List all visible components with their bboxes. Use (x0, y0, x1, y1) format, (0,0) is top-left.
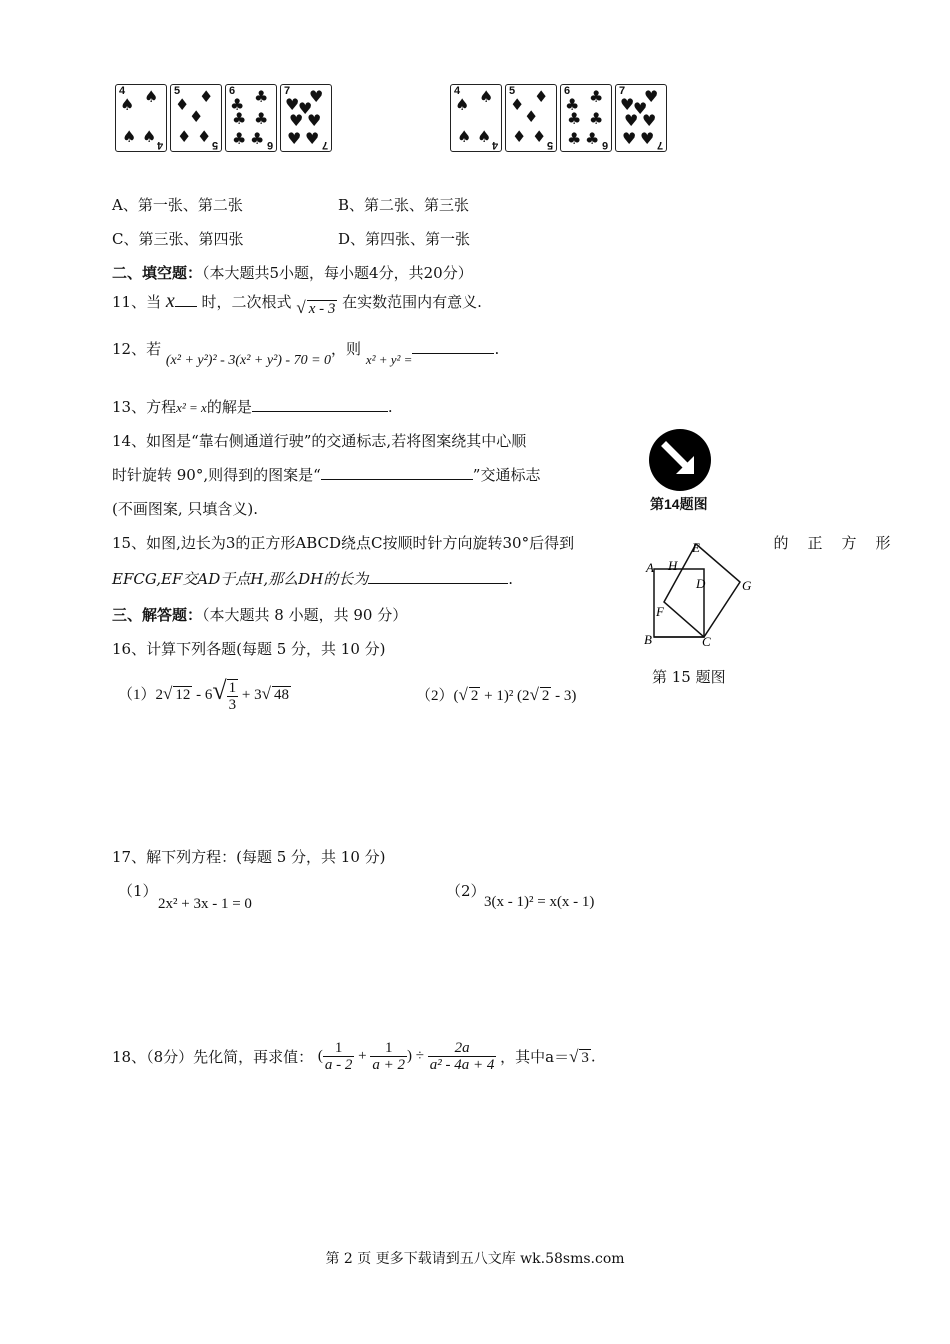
q12-mid: ，则 (331, 340, 362, 358)
q17-part-1-label: （1） (118, 882, 158, 900)
q16-p1-fraction (227, 679, 239, 713)
card-rank: 4 (454, 85, 461, 97)
club-pip: ♣ (254, 109, 269, 128)
club-pip: ♣ (230, 95, 245, 114)
club-pip: ♣ (567, 129, 582, 148)
q16-title: 16、计算下列各题(每题 5 分，共 10 分) (112, 640, 386, 658)
q18-expression: ( $\frac{1}{a - 2}$ + $\frac{1}{a + 2}$ ) ÷ $\frac{2a}{\text{a² - 4a + 4}}$ (317, 1040, 495, 1073)
q18-f2-numerator: 1 (370, 1040, 407, 1057)
section-3-title: 三、解答题： (112, 606, 203, 624)
heart-pip: ♥ (309, 87, 324, 106)
card-rank: 6 (229, 85, 236, 97)
q15-line-2-text: EFCG,EF交AD于点H,那么DH的长为 (112, 570, 369, 588)
spade-pip: ♠ (457, 127, 472, 146)
label-b: B (644, 632, 652, 647)
club-pip: ♣ (589, 109, 604, 128)
q14-line-1: 14、如图是“靠右侧通道行驶”的交通标志,若将图案绕其中心顺 (112, 432, 527, 450)
q11-prefix: 11、当 (112, 293, 162, 311)
radical-sign-icon: √ (529, 685, 539, 704)
spade-pip: ♠ (122, 127, 137, 146)
card-rank: 4 (119, 85, 126, 97)
card-rank: 6 (564, 85, 571, 97)
q12-equation: (x² + y²)² - 3(x² + y²) - 70 = 0 (165, 353, 332, 368)
card-rank: 6 (266, 139, 273, 151)
q16-p2-radicand-1: 2 (470, 688, 479, 704)
label-e: E (692, 540, 700, 555)
q18-mid: ，其中a＝ (500, 1048, 570, 1066)
radical-sign-icon: √ (569, 1046, 579, 1066)
card-rank: 4 (156, 139, 163, 151)
q17-part-1: 2x² + 3x - 1 = 0 (158, 896, 252, 912)
diamond-pip: ♦ (177, 127, 192, 146)
card-rank: 5 (546, 139, 553, 151)
heart-pip: ♥ (642, 111, 657, 130)
q13-answer-blank[interactable] (252, 397, 388, 412)
heart-pip: ♥ (622, 129, 637, 148)
q16-part-2 (416, 684, 576, 705)
heart-pip: ♥ (620, 95, 635, 114)
club-pip: ♣ (232, 109, 247, 128)
spade-pip: ♠ (142, 127, 157, 146)
card-rank: 6 (601, 139, 608, 151)
diamond-pip: ♦ (524, 107, 539, 126)
club-pip: ♣ (585, 129, 600, 148)
q18-f1-numerator: 1 (323, 1040, 355, 1057)
keep-right-sign-icon (648, 428, 712, 492)
diamond-pip: ♦ (175, 95, 190, 114)
q18-prefix: 18、（8分）先化简，再求值： (112, 1048, 314, 1066)
q11-radical (296, 298, 337, 318)
q15-answer-blank[interactable] (368, 569, 508, 584)
label-g: G (742, 578, 752, 593)
club-pip: ♣ (250, 129, 265, 148)
card-rank: 7 (321, 139, 328, 151)
section-2-note: （本大题共5小题，每小题4分，共20分） (202, 264, 473, 282)
heart-pip: ♥ (633, 99, 648, 118)
q12-suffix: . (494, 340, 500, 358)
q15-line-2 (112, 568, 513, 589)
card-left-1 (115, 84, 167, 152)
diamond-pip: ♦ (510, 95, 525, 114)
spade-pip: ♠ (144, 87, 159, 106)
q16-p1-b: - 6 (192, 687, 213, 703)
heart-pip: ♥ (298, 99, 313, 118)
q16-p1-c: + 3 (238, 687, 262, 703)
radical-sign-icon: √ (458, 685, 468, 704)
card-rank: 7 (284, 85, 291, 97)
section-2-title: 二、填空题： (112, 264, 203, 282)
q18-f2-denominator: a + 2 (372, 1057, 406, 1073)
q18-fraction-2 (370, 1040, 407, 1073)
q16-part-2-label: （2） (416, 688, 454, 704)
spade-pip: ♠ (479, 87, 494, 106)
card-rank: 5 (211, 139, 218, 151)
q14-line-3: (不画图案, 只填含义). (112, 500, 259, 518)
heart-pip: ♥ (287, 129, 302, 148)
page-footer: 第 2 页 更多下载请到五八文库 wk.58sms.com (325, 1251, 625, 1267)
question-18 (112, 1040, 596, 1073)
label-d: D (696, 576, 706, 591)
q11-radicand: x - 3 (308, 301, 336, 317)
label-a: A (646, 560, 654, 575)
heart-pip: ♥ (644, 87, 659, 106)
q13-equation: x² = x (176, 400, 207, 415)
q17-part-2: 3(x - 1)² = x(x - 1) (484, 894, 595, 910)
q18-f3-denominator: a² - 4a + 4 (429, 1057, 495, 1073)
q12-expression: x² + y² = (365, 352, 413, 367)
q13-suffix: . (387, 398, 393, 416)
diamond-pip: ♦ (197, 127, 212, 146)
q16-p1-numerator: 1 (228, 679, 237, 696)
q12-answer-blank[interactable] (412, 339, 494, 354)
label-h: H (668, 558, 678, 573)
option-d: D、第四张、第一张 (338, 230, 471, 248)
q16-p1-a: 2 (155, 687, 164, 703)
q16-p2-mid-1: + 1)² (2 (480, 688, 530, 704)
radical-sign-icon: √ (261, 684, 271, 703)
option-a: A、第一张、第二张 (112, 196, 243, 214)
q18-value: 3 (581, 1049, 589, 1066)
q13-prefix: 13、方程 (112, 398, 177, 416)
card-right-3 (560, 84, 612, 152)
club-pip: ♣ (254, 87, 269, 106)
spade-pip: ♠ (455, 95, 470, 114)
diamond-pip: ♦ (532, 127, 547, 146)
q14-answer-blank[interactable] (321, 465, 473, 480)
section-2-heading (112, 262, 473, 283)
q18-suffix: . (590, 1047, 596, 1066)
radical-sign-icon: √ (212, 676, 227, 705)
heart-pip: ♥ (640, 129, 655, 148)
diamond-pip: ♦ (199, 87, 214, 106)
diamond-pip: ♦ (512, 127, 527, 146)
heart-pip: ♥ (624, 111, 639, 130)
q18-fraction-3 (428, 1040, 497, 1073)
label-f: F (656, 604, 664, 619)
q15-tail-char: 形 (875, 534, 891, 552)
card-rank: 7 (656, 139, 663, 151)
q15-line-1: 15、如图,边长为3的正方形ABCD绕点C按顺时针方向旋转30°后得到 (112, 534, 575, 552)
radical-sign-icon: √ (296, 298, 306, 317)
club-pip: ♣ (565, 95, 580, 114)
q17-title: 17、解下列方程：(每题 5 分，共 10 分) (112, 848, 386, 866)
q16-part-1-label: （1） (118, 687, 156, 703)
q18-f1-denominator: a - 2 (324, 1057, 353, 1073)
card-rank: 5 (174, 85, 181, 97)
card-rank: 4 (491, 139, 498, 151)
section-3-note: （本大题共 8 小题，共 90 分） (202, 606, 408, 624)
q15-square-rotation-figure (640, 540, 760, 648)
label-c: C (702, 634, 711, 648)
q16-p1-denominator: 3 (228, 696, 237, 713)
q14-line-2-end: ”交通标志 (472, 466, 541, 484)
q16-p1-radicand-2: 48 (273, 687, 289, 703)
card-right-2 (505, 84, 557, 152)
q16-p2-radicand-2: 2 (541, 688, 550, 704)
q11-mid: 时，二次根式 (201, 293, 292, 311)
q15-tail-char: 的 (773, 534, 789, 552)
club-pip: ♣ (567, 109, 582, 128)
diamond-pip: ♦ (534, 87, 549, 106)
q17-part-2-label: （2） (446, 882, 486, 900)
spade-pip: ♠ (477, 127, 492, 146)
q15-line-2-end: . (508, 570, 514, 588)
section-3-heading (112, 604, 407, 625)
q15-tail-char: 正 (807, 534, 823, 552)
question-11 (112, 290, 482, 317)
q15-caption: 第 15 题图 (652, 668, 726, 686)
q14-line-2 (112, 464, 540, 485)
diamond-pip: ♦ (189, 107, 204, 126)
club-pip: ♣ (589, 87, 604, 106)
q11-answer-blank[interactable] (175, 292, 197, 307)
q16-p2-open: ( (453, 688, 459, 704)
option-b: B、第二张、第三张 (338, 196, 470, 214)
card-rank: 7 (619, 85, 626, 97)
q18-fraction-1 (323, 1040, 355, 1073)
q15-line-1-tail (764, 532, 900, 553)
option-c: C、第三张、第四张 (112, 230, 244, 248)
q16-part-1 (118, 676, 291, 713)
card-left-2 (170, 84, 222, 152)
q11-suffix: 在实数范围内有意义. (342, 293, 482, 311)
heart-pip: ♥ (285, 95, 300, 114)
q15-tail-char: 方 (841, 534, 857, 552)
heart-pip: ♥ (305, 129, 320, 148)
q16-p2-mid-2: - 3) (551, 688, 577, 704)
card-left-4 (280, 84, 332, 152)
spade-pip: ♠ (120, 95, 135, 114)
q16-p1-radicand-1: 12 (175, 687, 191, 703)
q18-f3-numerator: 2a (428, 1040, 497, 1057)
card-right-4 (615, 84, 667, 152)
q11-variable: x (165, 290, 175, 312)
heart-pip: ♥ (307, 111, 322, 130)
club-pip: ♣ (232, 129, 247, 148)
card-left-3 (225, 84, 277, 152)
q14-line-2-start: 时针旋转 90°,则得到的图案是“ (112, 466, 321, 484)
q12-prefix: 12、若 (112, 340, 162, 358)
heart-pip: ♥ (289, 111, 304, 130)
q13-mid: 的解是 (206, 398, 252, 416)
q14-caption: 第14题图 (650, 496, 708, 512)
question-13 (112, 396, 393, 417)
radical-sign-icon: √ (163, 684, 173, 703)
question-12 (112, 338, 500, 368)
card-right-1 (450, 84, 502, 152)
card-rank: 5 (509, 85, 516, 97)
